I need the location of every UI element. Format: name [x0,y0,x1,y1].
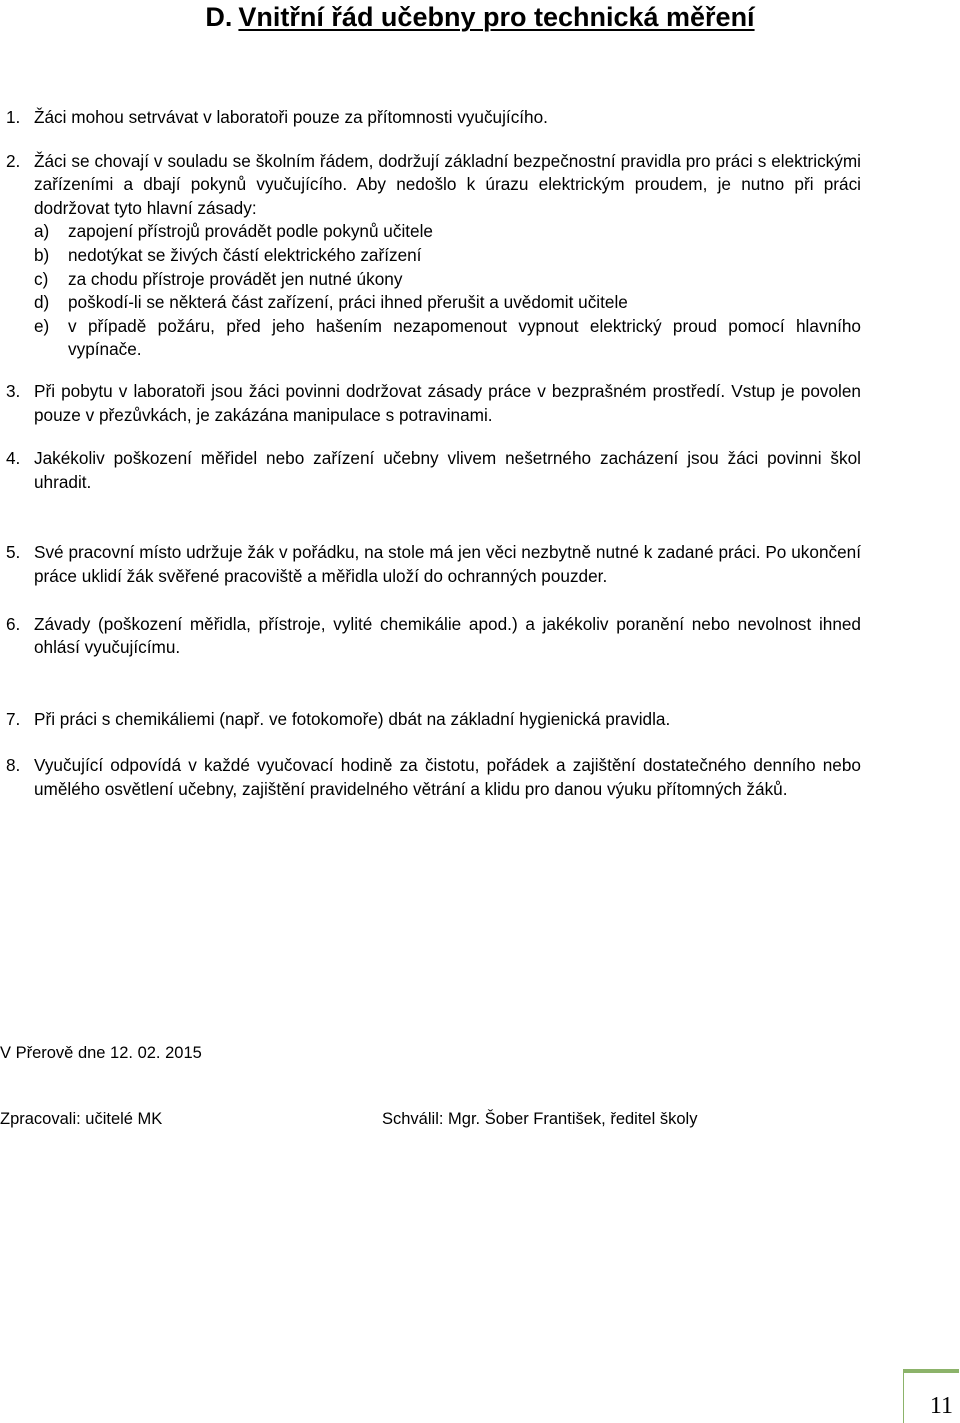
page-title [0,0,960,34]
rule-number: 6. [6,613,21,634]
rule-item [6,447,861,494]
rule-number: 7. [6,708,21,729]
rule-text: Při práci s chemikáliemi (např. ve fotokomoře) dbát na základní hygienická pravidla. [34,708,671,729]
subitem-text: v případě požáru, před jeho hašením nezapomenout vypnout elektrický proud pomocí hlavního vypínače. [68,315,861,360]
rule-text: Své pracovní místo udržuje žák v pořádku, na stole má jen věci nezbytně nutné k zadané práci. Po ukončení práce uklidí žák svěřené pracoviště a měřidla uloží do ochranných pouzder. [34,542,861,586]
rule-subitem [34,291,861,315]
rule-number: 8. [6,755,21,776]
rule-text: Závady (poškození měřidla, přístroje, vylité chemikálie apod.) a jakékoliv poranění nebo nevolnost ihned ohlásí vyučujícímu. [34,613,861,658]
subitem-label: e) [34,315,50,336]
rule-subitem [34,244,861,268]
rule-item [6,106,861,130]
subitem-label: b) [34,244,50,265]
rule-subitem [34,268,861,292]
rule-item [6,380,861,427]
rule-item [6,708,861,732]
rule-text: Žáci se chovají v souladu se školním řádem, dodržují základní bezpečnostní pravidla pro práci s elektrickými zařízeními a dbají pokynů vyučujícího. Aby nedošlo k úrazu elektrickým proudem, je nutno při práci dodržovat tyto hlavní zásady: [34,150,861,218]
place-date: V Přerově dne 12. 02. 2015 [0,1044,202,1062]
section-letter: D. [205,2,233,32]
rule-text: Vyučující odpovídá v každé vyučovací hodině za čistotu, pořádek a zajištění dostatečného denního nebo umělého osvětlení učebny, zajištění pravidelného větrání a klidu pro danou výuku přítomných žáků. [34,755,861,799]
subitem-label: c) [34,268,49,289]
rule-item [6,150,861,362]
subitem-text: zapojení přístrojů provádět podle pokynů učitele [68,221,433,242]
rule-text: Při pobytu v laboratoři jsou žáci povinni dodržovat zásady práce v bezprašném prostředí. Vstup je povolen pouze v přezůvkách, je zakázána manipulace s potravinami. [34,380,861,425]
rule-text: Žáci mohou setrvávat v laboratoři pouze za přítomnosti vyučujícího. [34,107,548,127]
approved-by: Schválil: Mgr. Šober František, ředitel školy [382,1110,698,1128]
prepared-by: Zpracovali: učitelé MK [0,1110,163,1128]
rule-body [34,150,861,362]
rules-list [6,106,861,801]
rule-number: 2. [6,150,21,171]
rule-number: 5. [6,542,21,563]
section-title: Vnitřní řád učebny pro technická měření [238,2,755,32]
rule-item [6,541,861,588]
rule-subitem [34,315,861,362]
rule-item [6,613,861,660]
rule-subitem [34,220,861,244]
rule-text: Jakékoliv poškození měřidel nebo zařízení učebny vlivem nešetrného zacházení jsou žáci povinni škol uhradit. [34,448,861,492]
subitem-text: nedotýkat se živých částí elektrického zařízení [68,244,422,265]
rule-number: 1. [6,107,21,127]
rule-number: 4. [6,448,21,469]
subitem-label: d) [34,292,50,313]
subitem-text: poškodí-li se některá část zařízení, práci ihned přerušit a uvědomit učitele [68,292,628,313]
rule-number: 3. [6,380,21,401]
page-number-box [903,1369,959,1423]
subitem-label: a) [34,221,50,242]
subitem-text: za chodu přístroje provádět jen nutné úkony [68,268,403,289]
rule-item [6,754,861,801]
page-number: 11 [929,1393,953,1419]
